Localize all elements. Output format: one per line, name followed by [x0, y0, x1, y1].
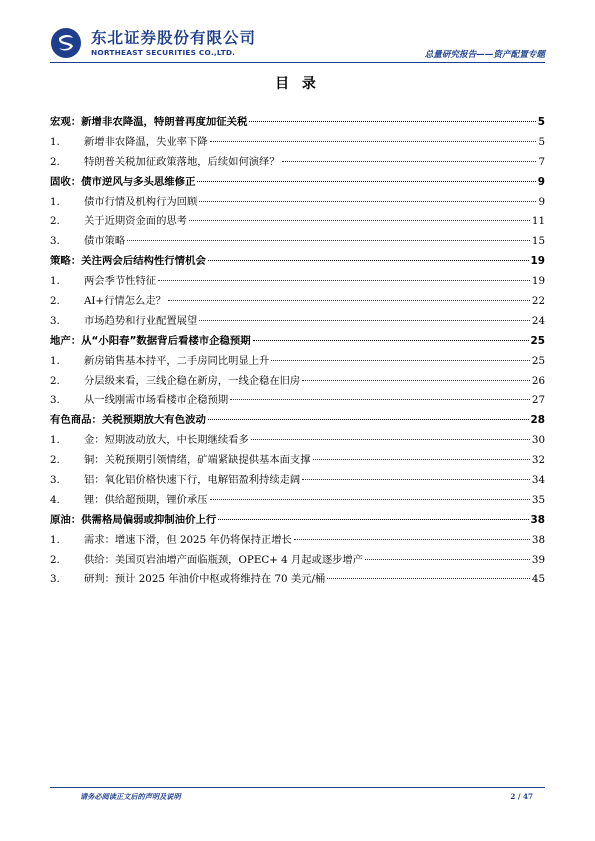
toc-subsection-entry[interactable] — [50, 451, 545, 471]
toc-subsection-entry[interactable] — [50, 193, 545, 213]
toc-entry-number: 1. — [50, 434, 60, 447]
toc-dot-leader — [168, 300, 530, 301]
toc-dot-leader — [199, 320, 530, 321]
toc-dot-leader — [230, 399, 530, 400]
toc-entry-number: 2. — [50, 155, 60, 168]
company-logo-icon — [50, 27, 82, 59]
toc-dot-leader — [189, 220, 530, 221]
footer-disclaimer: 请务必阅读正文后的声明及说明 — [80, 792, 181, 801]
toc-page-number: 5 — [538, 135, 545, 148]
toc-dot-leader — [197, 181, 535, 182]
toc-subsection-entry[interactable] — [50, 352, 545, 372]
toc-section-entry[interactable] — [50, 252, 545, 272]
toc-dot-leader — [127, 240, 530, 241]
toc-entry-title: 债市行情及机构行为回顾 — [84, 195, 198, 208]
toc-page-number: 19 — [531, 275, 545, 288]
footer-divider — [50, 787, 545, 788]
toc-dot-leader — [365, 559, 530, 560]
toc-entry-number: 3. — [50, 314, 60, 327]
toc-entry-title: 分层级来看，三线企稳在新房，一线企稳在旧房 — [84, 374, 301, 387]
toc-subsection-entry[interactable] — [50, 232, 545, 252]
toc-subsection-entry[interactable] — [50, 312, 545, 332]
toc-dot-leader — [158, 280, 530, 281]
toc-entry-title: 从一线刚需市场看楼市企稳预期 — [84, 394, 229, 407]
toc-entry-title: 研判：预计 2025 年油价中枢或将维持在 70 美元/桶 — [84, 573, 326, 586]
toc-entry-title: 固收：债市逆风与多头思维修正 — [50, 175, 196, 188]
toc-entry-title: 债市策略 — [84, 235, 126, 248]
toc-page-number: 25 — [531, 354, 545, 367]
toc-section-entry[interactable] — [50, 332, 545, 352]
toc-entry-title: 原油：供需格局偏弱或抑制油价上行 — [50, 513, 217, 526]
toc-entry-number: 3. — [50, 394, 60, 407]
toc-page-number: 30 — [531, 434, 545, 447]
toc-entry-title: 策略：关注两会后结构性行情机会 — [50, 255, 206, 268]
toc-entry-number: 2. — [50, 454, 60, 467]
toc-entry-title: AI+行情怎么走？ — [84, 295, 166, 308]
toc-subsection-entry[interactable] — [50, 372, 545, 392]
table-of-contents — [50, 113, 545, 590]
toc-dot-leader — [210, 499, 530, 500]
toc-dot-leader — [313, 459, 530, 460]
toc-page-number: 38 — [531, 533, 545, 546]
toc-page-number: 19 — [530, 255, 545, 268]
toc-subsection-entry[interactable] — [50, 491, 545, 511]
toc-entry-title: 需求：增速下滑，但 2025 年仍将保持正增长 — [84, 533, 292, 546]
toc-dot-leader — [282, 161, 537, 162]
toc-page-number: 5 — [537, 116, 545, 128]
toc-subsection-entry[interactable] — [50, 551, 545, 571]
toc-entry-number: 3. — [50, 573, 60, 586]
toc-entry-number: 2. — [50, 553, 60, 566]
toc-page-number: 35 — [531, 493, 545, 506]
toc-section-entry[interactable] — [50, 173, 545, 193]
toc-entry-number: 1. — [50, 533, 60, 546]
toc-dot-leader — [218, 519, 528, 520]
toc-entry-title: 特朗普关税加征政策落地，后续如何演绎？ — [84, 155, 280, 168]
toc-dot-leader — [327, 578, 530, 579]
toc-page-number: 11 — [531, 215, 545, 228]
toc-section-entry[interactable] — [50, 113, 545, 133]
toc-entry-number: 1. — [50, 135, 60, 148]
toc-page-number: 7 — [538, 155, 545, 168]
toc-page-number: 45 — [531, 573, 545, 586]
toc-entry-title: 锂：供给超预期，锂价承压 — [84, 493, 208, 506]
toc-entry-number: 2. — [50, 295, 60, 308]
toc-entry-title: 铝：氧化铝价格快速下行，电解铝盈利持续走阔 — [84, 474, 301, 487]
toc-entry-title: 新增非农降温，失业率下降 — [84, 135, 208, 148]
toc-dot-leader — [208, 419, 529, 420]
toc-page-number: 25 — [530, 334, 545, 347]
toc-dot-leader — [208, 260, 529, 261]
page-indicator: 2 / 47 — [510, 792, 533, 801]
toc-dot-leader — [210, 141, 537, 142]
toc-dot-leader — [199, 201, 536, 202]
toc-page-number: 26 — [531, 374, 545, 387]
toc-dot-leader — [249, 121, 535, 122]
toc-page-number: 15 — [531, 235, 545, 248]
toc-section-entry[interactable] — [50, 511, 545, 531]
toc-entry-number: 1. — [50, 354, 60, 367]
toc-subsection-entry[interactable] — [50, 292, 545, 312]
toc-page-number: 39 — [531, 553, 545, 566]
toc-entry-title: 新房销售基本持平，二手房同比明显上升 — [84, 354, 270, 367]
toc-page-number: 32 — [531, 454, 545, 467]
toc-page-number: 34 — [531, 474, 545, 487]
toc-title: 目 录 — [275, 76, 320, 92]
company-name-en: NORTHEAST SECURITIES CO.,LTD. — [91, 48, 236, 57]
toc-entry-title: 市场趋势和行业配置展望 — [84, 314, 198, 327]
toc-dot-leader — [302, 479, 530, 480]
toc-page-number: 22 — [531, 295, 545, 308]
toc-subsection-entry[interactable] — [50, 431, 545, 451]
toc-page-number: 27 — [531, 394, 545, 407]
toc-page-number: 38 — [530, 513, 545, 526]
page-header — [50, 26, 545, 62]
toc-subsection-entry[interactable] — [50, 531, 545, 551]
toc-dot-leader — [253, 340, 529, 341]
toc-entry-number: 1. — [50, 195, 60, 208]
toc-dot-leader — [294, 539, 530, 540]
header-divider — [50, 62, 545, 63]
toc-dot-leader — [302, 380, 530, 381]
toc-entry-title: 宏观：新增非农降温，特朗普再度加征关税 — [50, 116, 248, 128]
toc-entry-title: 关于近期资金面的思考 — [84, 215, 187, 228]
toc-subsection-entry[interactable] — [50, 272, 545, 292]
toc-entry-number: 1. — [50, 275, 60, 288]
toc-entry-title: 金：短期波动放大，中长期继续看多 — [84, 434, 249, 447]
toc-entry-number: 3. — [50, 474, 60, 487]
toc-subsection-entry[interactable] — [50, 471, 545, 491]
toc-subsection-entry[interactable] — [50, 570, 545, 590]
toc-subsection-entry[interactable] — [50, 153, 545, 173]
toc-subsection-entry[interactable] — [50, 212, 545, 232]
toc-dot-leader — [251, 439, 530, 440]
toc-dot-leader — [271, 360, 530, 361]
toc-subsection-entry[interactable] — [50, 391, 545, 411]
toc-page-number: 28 — [530, 414, 545, 427]
toc-entry-title: 铜：关税预期引领情绪，矿端紧缺提供基本面支撑 — [84, 454, 311, 467]
toc-entry-number: 4. — [50, 493, 60, 506]
toc-entry-number: 2. — [50, 215, 60, 228]
report-type-label: 总量研究报告——资产配置专题 — [424, 50, 545, 60]
toc-entry-title: 地产：从“小阳春”数据背后看楼市企稳预期 — [50, 334, 251, 347]
toc-subsection-entry[interactable] — [50, 133, 545, 153]
toc-entry-title: 有色商品：关税预期放大有色波动 — [50, 414, 206, 427]
toc-entry-number: 3. — [50, 235, 60, 248]
toc-page-number: 24 — [531, 314, 545, 327]
toc-page-number: 9 — [537, 175, 545, 188]
toc-entry-title: 两会季节性特征 — [84, 275, 157, 288]
company-name-cn: 东北证券股份有限公司 — [91, 29, 257, 47]
toc-entry-number: 2. — [50, 374, 60, 387]
toc-page-number: 9 — [538, 195, 545, 208]
toc-section-entry[interactable] — [50, 411, 545, 431]
toc-entry-title: 供给：美国页岩油增产面临瓶颈，OPEC+ 4 月起或逐步增产 — [84, 553, 364, 566]
